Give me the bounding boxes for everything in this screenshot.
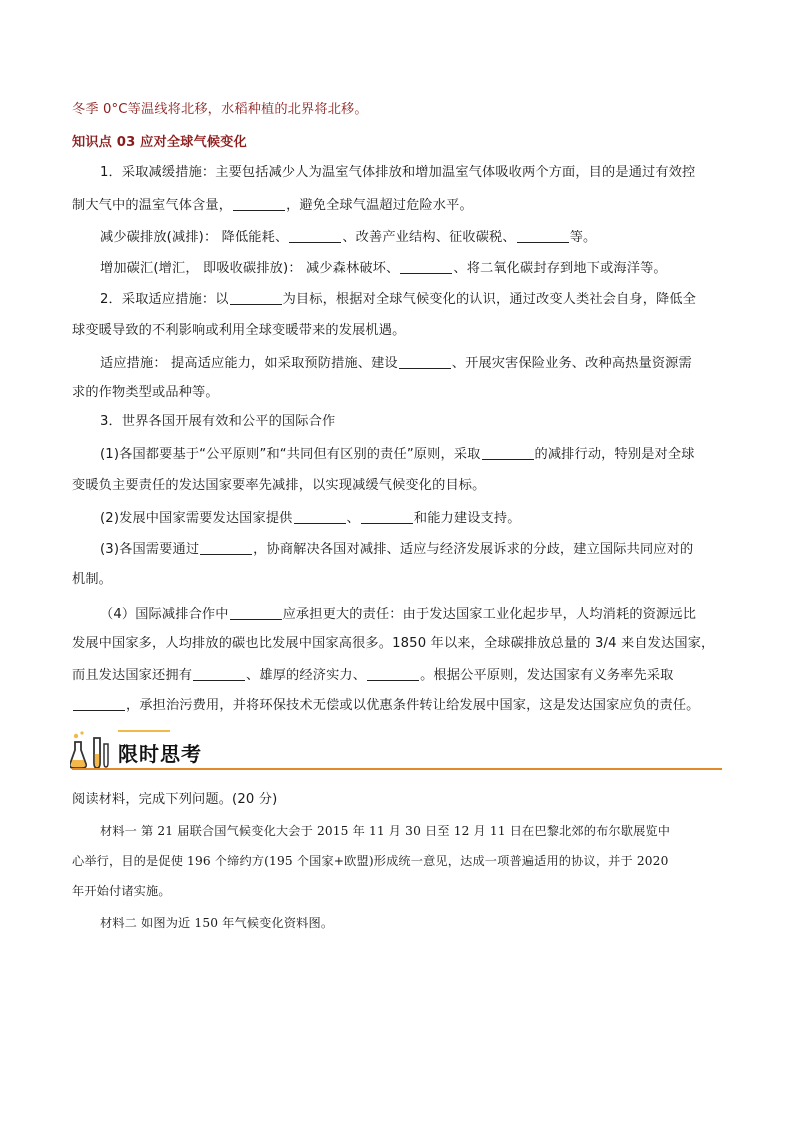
text-line — [100, 354, 692, 373]
material-text: 材料一 第 21 届联合国气候变化大会于 2015 年 11 月 30 日至 12 月 11 日在巴黎北郊的布尔歇展览中 — [100, 824, 671, 838]
text-line — [72, 666, 674, 685]
text-line: 求的作物类型或品种等。 — [72, 385, 219, 400]
text-line — [100, 605, 696, 624]
fill-blank[interactable] — [233, 196, 285, 211]
fill-blank[interactable] — [294, 509, 346, 524]
text-line: 变暖负主要责任的发达国家要率先减排，以实现减缓气候变化的目标。 — [72, 478, 486, 493]
text-segment: (3)各国需要通过 — [100, 542, 200, 557]
text-segment: 增加碳汇(增汇， 即吸收碳排放)： 减少森林破坏、 — [100, 261, 400, 276]
text-segment: 应承担更大的责任：由于发达国家工业化起步早，人均消耗的资源远比 — [282, 607, 697, 622]
section-title: 限时思考 — [118, 742, 202, 766]
text-segment: (2)发展中国家需要发达国家提供 — [100, 511, 293, 526]
fill-blank[interactable] — [361, 509, 413, 524]
text-segment: 2．采取适应措施：以 — [100, 292, 229, 307]
section-accent-line — [118, 730, 170, 732]
fill-blank[interactable] — [517, 228, 569, 243]
question-prompt: 阅读材料，完成下列问题。(20 分) — [72, 792, 278, 807]
text-segment: 减少碳排放(减排)： 降低能耗、 — [100, 230, 289, 245]
text-segment: ，承担治污费用，并将环保技术无偿或以优惠条件转让给发展中国家，这是发达国家应负的责任。 — [126, 698, 700, 713]
text-segment: 适应措施： 提高适应能力，如采取预防措施、建设 — [100, 356, 398, 371]
text-segment: 制大气中的温室气体含量， — [72, 198, 233, 213]
text-line: 冬季 0°C等温线将北移，水稻种植的北界将北移。 — [72, 102, 368, 117]
fill-blank[interactable] — [482, 445, 534, 460]
text-segment: (1)各国都要基于“公平原则”和“共同但有区别的责任”原则，采取 — [100, 447, 481, 462]
fill-blank[interactable] — [399, 354, 451, 369]
fill-blank[interactable] — [73, 696, 125, 711]
text-line — [100, 290, 696, 309]
fill-blank[interactable] — [230, 290, 282, 305]
fill-blank[interactable] — [193, 666, 245, 681]
text-segment: 为目标，根据对全球气候变化的认识，通过改变人类社会自身，降低全 — [282, 292, 697, 307]
text-segment: 而且发达国家还拥有 — [72, 668, 193, 683]
flask-icon — [70, 730, 112, 770]
text-line — [100, 259, 667, 278]
text-line: 发展中国家多，人均排放的碳也比发展中国家高很多。1850 年以来，全球碳排放总量的 3/4 来自发达国家， — [72, 636, 715, 651]
material-text: 材料二 如图为近 150 年气候变化资料图。 — [100, 916, 334, 930]
text-segment: 。根据公平原则，发达国家有义务率先采取 — [420, 668, 674, 683]
text-line: 球变暖导致的不利影响或利用全球变暖带来的发展机遇。 — [72, 323, 406, 338]
text-segment: ，协商解决各国对减排、适应与经济发展诉求的分歧，建立国际共同应对的 — [253, 542, 694, 557]
text-line: 机制。 — [72, 572, 113, 587]
fill-blank[interactable] — [200, 540, 252, 555]
text-segment: ，避免全球气温超过危险水平。 — [286, 198, 473, 213]
text-segment: 、改善产业结构、征收碳税、 — [342, 230, 516, 245]
fill-blank[interactable] — [367, 666, 419, 681]
text-segment: 的减排行动，特别是对全球 — [534, 447, 695, 462]
material-text: 年开始付诸实施。 — [72, 884, 171, 898]
text-line — [100, 540, 693, 559]
material-text: 心举行，目的是促使 196 个缔约方(195 个国家+欧盟)形成统一意见，达成一项普遍适用的协议，并于 2020 — [72, 854, 669, 868]
text-segment: 、将二氧化碳封存到地下或海洋等。 — [453, 261, 667, 276]
text-line — [100, 445, 695, 464]
text-line — [72, 696, 700, 715]
text-segment: 和能力建设支持。 — [413, 511, 521, 526]
text-segment: 等。 — [569, 230, 597, 245]
fill-blank[interactable] — [230, 605, 282, 620]
knowledge-point-heading: 知识点 03 应对全球气候变化 — [72, 135, 247, 150]
text-segment: 、雄厚的经济实力、 — [246, 668, 367, 683]
text-line — [72, 196, 473, 215]
text-segment: 、 — [346, 511, 360, 526]
text-line: 1．采取减缓措施：主要包括减少人为温室气体排放和增加温室气体吸收两个方面，目的是通过有效控 — [100, 165, 696, 180]
section-divider — [72, 768, 722, 770]
text-segment: （4）国际减排合作中 — [100, 607, 229, 622]
text-segment: 、开展灾害保险业务、改种高热量资源需 — [451, 356, 692, 371]
fill-blank[interactable] — [400, 259, 452, 274]
fill-blank[interactable] — [289, 228, 341, 243]
text-line — [100, 228, 596, 247]
text-line — [100, 509, 521, 528]
text-line: 3．世界各国开展有效和公平的国际合作 — [100, 414, 336, 429]
